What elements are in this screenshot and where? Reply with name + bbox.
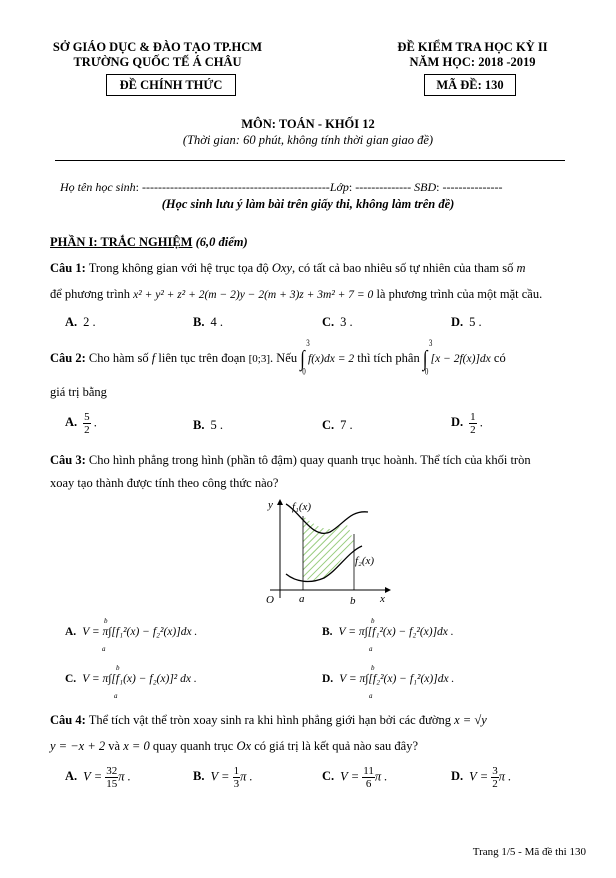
q2-option-b[interactable]: B. 5 . [193,418,223,432]
integral-sign-icon: ∫ 3 0 [300,338,310,378]
exam-title: ĐỀ KIỂM TRA HỌC KỲ II [397,40,548,54]
q1-line2-b: là phương trình của một mặt cầu. [376,287,543,301]
q4-label: Câu 4: [50,713,86,727]
sbd-line: : --------------- [436,180,503,194]
student-note: (Học sinh lưu ý làm bài trên giấy thi, không làm trên đề) [161,197,455,211]
q1-text-b: , có tất cả bao nhiêu số tự nhiên của tham số [292,261,514,275]
q3-line1 [50,453,531,468]
q1-line2 [50,287,542,302]
integral-sign-icon: ∫ 3 0 [422,338,433,378]
q2-option-c[interactable]: C. 7 . [322,418,353,432]
q4-eq1: x = √y [454,713,487,727]
q4-option-b[interactable]: B. V = $\frac{1}{3}$ π . [193,765,253,790]
q1-option-a[interactable]: A. 2 . [65,315,96,329]
q1-line1 [50,261,525,276]
q2-text-e: có [493,350,506,365]
q1-option-b[interactable]: B. 4 . [193,315,223,329]
q2-option-d[interactable]: D. $\frac{1}{2}$ . [451,411,483,436]
q1-m: m [516,261,526,275]
q2-label: Câu 2: [50,350,86,365]
q4-line2-c: có giá trị là kết quả nào sau đây? [254,739,419,753]
school-dept: SỞ GIÁO DỤC & ĐÀO TẠO TP.HCM [52,40,263,54]
exam-code-box: MÃ ĐỀ: 130 [424,74,516,96]
q3a-lim-low: a [102,645,106,653]
q4-option-a[interactable]: A. V = $\frac{32}{15}$ π . [65,765,131,790]
label-a: a [299,593,305,605]
q1-label: Câu 1: [50,261,86,275]
q3-option-d[interactable]: D. V = π∫[f₂²(x) − f₁²(x)]dx . [322,673,455,685]
q3b-lim-low: a [369,645,373,653]
shaded-region [303,516,354,580]
section-title [50,235,248,250]
q2-f: f [151,350,156,365]
q1-line2-a: để phương trình [50,287,131,301]
q2-text-a: Cho hàm số [88,350,149,365]
q4-text-a: Thể tích vật thể tròn xoay sinh ra khi hình phẳng giới hạn bởi các đường [88,713,451,727]
q3c-lim-low: a [114,692,118,700]
q3-line2: xoay tạo thành được tính theo công thức nào? [50,476,279,490]
q4-axis: Ox [236,739,252,753]
q4-line2-a: và [108,739,121,753]
q1-text-a: Trong không gian với hệ trục tọa độ [88,261,269,275]
student-info [60,180,502,195]
q1-option-c[interactable]: C. 3 . [322,315,353,329]
q2-interval: [0;3] [248,352,271,365]
q2-text-d: thì tích phân [357,350,420,365]
q4-line2-b: quay quanh trục [152,739,234,753]
section-points: (6,0 điểm) [195,235,248,249]
q2-text-b: liên tục trên đoạn [158,350,246,365]
label-x: x [380,593,385,605]
q2-text-c: . Nếu [270,350,298,365]
q2-option-a[interactable]: A. $\frac{5}{2}$ . [65,411,97,436]
q4-line2-eq: y = −x + 2 [50,739,106,753]
q4-option-d[interactable]: D. V = $\frac{3}{2}$ π . [451,765,512,790]
q3c-lim-up: b [116,664,120,672]
official-box: ĐỀ CHÍNH THỨC [106,74,236,96]
q3-text-a: Cho hình phẳng trong hình (phần tô đậm) quay quanh trục hoành. Thể tích của khối tròn [88,453,531,467]
label-f2: f₂(x) [355,555,375,567]
class-line: : -------------- [348,180,412,194]
q2-integral2: [x − 2f(x)]dx [430,352,491,365]
q2-line1 [50,338,506,378]
student-name-line: : ----------------------------------------------- [135,180,330,194]
q3d-lim-low: a [369,692,373,700]
q4-option-c[interactable]: C. V = $\frac{11}{6}$ π . [322,765,388,790]
page-footer: Trang 1/5 - Mã đề thi 130 [472,846,586,858]
label-f1: f₁(x) [292,501,312,513]
label-b: b [350,595,356,606]
q3-option-b[interactable]: B. V = π∫[f₁²(x) − f₂²(x)]dx . [322,626,454,638]
q4-line1 [50,713,487,728]
section-title-text: PHẦN I: TRẮC NGHIỆM [50,235,193,249]
sbd-label: SBD [414,180,437,194]
label-y: y [268,499,273,511]
q2-line2: giá trị bằng [50,385,107,399]
q3b-lim-up: b [371,617,375,625]
q4-eq2: x = 0 [123,739,150,753]
header-divider [55,160,565,161]
q4-line2 [50,739,418,754]
student-name-label: Họ tên học sinh [60,180,136,194]
school-year: NĂM HỌC: 2018 -2019 [409,55,536,69]
q1-oxy: Oxy [271,261,293,275]
class-label: Lớp [329,180,349,194]
q3d-lim-up: b [371,664,375,672]
q3-option-a[interactable]: A. V = π∫[f₁²(x) − f₂²(x)]dx . [65,626,198,638]
q3-figure [258,494,398,606]
time-note: (Thời gian: 60 phút, không tính thời gian giao đề) [182,133,434,147]
school-name: TRƯỜNG QUỐC TẾ Á CHÂU [73,55,242,69]
subject-title: MÔN: TOÁN - KHỐI 12 [241,117,375,131]
q3a-lim-up: b [104,617,108,625]
q1-option-d[interactable]: D. 5 . [451,315,482,329]
label-origin: O [266,594,274,606]
q1-equation: x² + y² + z² + 2(m − 2)y − 2(m + 3)z + 3m² + 7 = 0 [133,289,374,301]
q3-label: Câu 3: [50,453,86,467]
q2-integral1: f(x)dx = 2 [308,352,355,365]
q3-option-c[interactable]: C. V = π∫[f₁(x) − f₂(x)]² dx . [65,673,197,685]
